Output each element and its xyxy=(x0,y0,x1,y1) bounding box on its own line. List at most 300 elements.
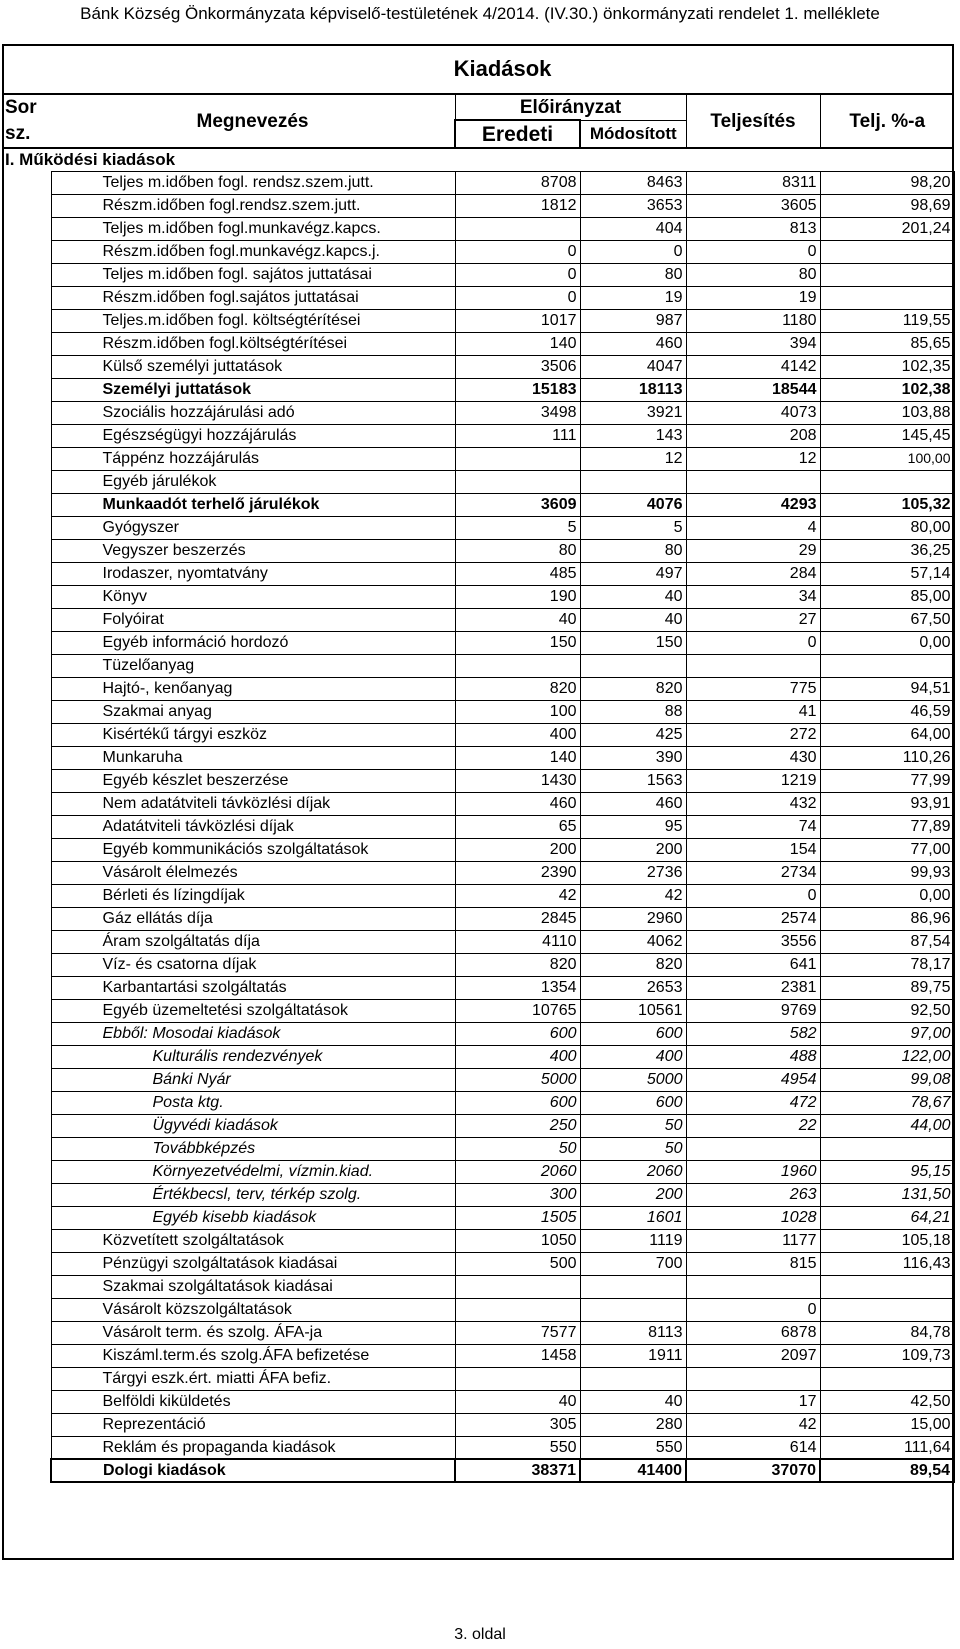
row-modositott: 143 xyxy=(580,424,686,447)
table-row xyxy=(2,240,954,263)
row-teljesites: 2734 xyxy=(686,861,820,884)
table-row xyxy=(2,424,954,447)
row-name: Bérleti és lízingdíjak xyxy=(51,884,455,907)
row-eredeti: 190 xyxy=(455,585,580,608)
row-modositott: 460 xyxy=(580,332,686,355)
row-modositott: 50 xyxy=(580,1137,686,1160)
row-sor xyxy=(2,723,51,746)
row-modositott: 8113 xyxy=(580,1321,686,1344)
row-name: Teljes m.időben fogl. rendsz.szem.jutt. xyxy=(51,171,455,194)
row-sor xyxy=(2,930,51,953)
row-modositott: 19 xyxy=(580,286,686,309)
row-eredeti: 460 xyxy=(455,792,580,815)
row-name: Kulturális rendezvények xyxy=(51,1045,455,1068)
row-eredeti: 40 xyxy=(455,1390,580,1413)
row-sor xyxy=(2,217,51,240)
row-telj-pct xyxy=(820,1275,954,1298)
row-teljesites: 3556 xyxy=(686,930,820,953)
row-eredeti xyxy=(455,654,580,677)
section-label: I. Működési kiadások xyxy=(2,148,455,171)
row-teljesites: 472 xyxy=(686,1091,820,1114)
row-sor xyxy=(2,1298,51,1321)
row-eredeti: 140 xyxy=(455,746,580,769)
row-teljesites: 2381 xyxy=(686,976,820,999)
row-sor xyxy=(2,953,51,976)
row-eredeti: 42 xyxy=(455,884,580,907)
row-teljesites: 263 xyxy=(686,1183,820,1206)
row-modositott xyxy=(580,654,686,677)
row-modositott: 10561 xyxy=(580,999,686,1022)
row-telj-pct: 46,59 xyxy=(820,700,954,723)
row-name: Egyéb járulékok xyxy=(51,470,455,493)
table-row xyxy=(2,930,954,953)
row-name: Gáz ellátás díja xyxy=(51,907,455,930)
row-eredeti: 5 xyxy=(455,516,580,539)
table-row xyxy=(2,1344,954,1367)
row-modositott: 40 xyxy=(580,608,686,631)
table-row xyxy=(2,1252,954,1275)
table-row xyxy=(2,1022,954,1045)
row-name: Irodaszer, nyomtatvány xyxy=(51,562,455,585)
row-sor xyxy=(2,631,51,654)
row-telj-pct: 85,65 xyxy=(820,332,954,355)
table-row xyxy=(2,585,954,608)
table-row xyxy=(2,263,954,286)
table-row xyxy=(2,1045,954,1068)
row-name: Posta ktg. xyxy=(51,1091,455,1114)
row-name: Értékbecsl, terv, térkép szolg. xyxy=(51,1183,455,1206)
table-row xyxy=(2,516,954,539)
row-name: Külső személyi juttatások xyxy=(51,355,455,378)
row-eredeti: 80 xyxy=(455,539,580,562)
row-eredeti: 500 xyxy=(455,1252,580,1275)
row-teljesites xyxy=(686,470,820,493)
row-modositott: 390 xyxy=(580,746,686,769)
row-sor xyxy=(2,562,51,585)
row-teljesites: 4142 xyxy=(686,355,820,378)
row-modositott: 200 xyxy=(580,1183,686,1206)
row-eredeti: 400 xyxy=(455,723,580,746)
row-telj-pct: 36,25 xyxy=(820,539,954,562)
row-teljesites: 154 xyxy=(686,838,820,861)
row-name: Karbantartási szolgáltatás xyxy=(51,976,455,999)
row-teljesites: 34 xyxy=(686,585,820,608)
row-teljesites: 42 xyxy=(686,1413,820,1436)
table-row xyxy=(2,1183,954,1206)
row-name: Vásárolt term. és szolg. ÁFA-ja xyxy=(51,1321,455,1344)
table-row xyxy=(2,631,954,654)
header-telj-pct: Telj. %-a xyxy=(820,94,954,148)
row-modositott: 88 xyxy=(580,700,686,723)
row-telj-pct: 95,15 xyxy=(820,1160,954,1183)
row-sor xyxy=(2,769,51,792)
table-row xyxy=(2,1436,954,1459)
row-name: Pénzügyi szolgáltatások kiadásai xyxy=(51,1252,455,1275)
row-eredeti xyxy=(455,1367,580,1390)
header-eloiranyzat: Előirányzat xyxy=(455,94,686,120)
row-teljesites: 394 xyxy=(686,332,820,355)
table-row xyxy=(2,470,954,493)
table-row xyxy=(2,1160,954,1183)
row-eredeti: 8708 xyxy=(455,171,580,194)
row-sor xyxy=(2,861,51,884)
row-modositott: 150 xyxy=(580,631,686,654)
row-teljesites: 815 xyxy=(686,1252,820,1275)
row-teljesites: 17 xyxy=(686,1390,820,1413)
row-modositott: 40 xyxy=(580,1390,686,1413)
row-sor xyxy=(2,470,51,493)
table-row xyxy=(2,654,954,677)
row-eredeti: 1050 xyxy=(455,1229,580,1252)
row-telj-pct: 116,43 xyxy=(820,1252,954,1275)
row-telj-pct xyxy=(820,1137,954,1160)
row-telj-pct: 105,32 xyxy=(820,493,954,516)
row-eredeti: 150 xyxy=(455,631,580,654)
row-teljesites: 272 xyxy=(686,723,820,746)
row-telj-pct: 102,38 xyxy=(820,378,954,401)
row-eredeti: 600 xyxy=(455,1022,580,1045)
row-modositott: 1911 xyxy=(580,1344,686,1367)
row-teljesites xyxy=(686,654,820,677)
row-eredeti: 305 xyxy=(455,1413,580,1436)
row-eredeti: 250 xyxy=(455,1114,580,1137)
row-eredeti: 820 xyxy=(455,677,580,700)
row-sor xyxy=(2,1114,51,1137)
row-eredeti: 40 xyxy=(455,608,580,631)
row-teljesites: 8311 xyxy=(686,171,820,194)
expenditure-table xyxy=(2,44,955,1483)
row-eredeti: 111 xyxy=(455,424,580,447)
page-footer: 3. oldal xyxy=(454,1626,506,1643)
row-telj-pct: 122,00 xyxy=(820,1045,954,1068)
row-teljesites: 2097 xyxy=(686,1344,820,1367)
row-telj-pct: 131,50 xyxy=(820,1183,954,1206)
row-name: Egyéb készlet beszerzése xyxy=(51,769,455,792)
row-eredeti xyxy=(455,447,580,470)
table-row xyxy=(2,1390,954,1413)
row-modositott: 820 xyxy=(580,953,686,976)
row-name: Kiszáml.term.és szolg.ÁFA befizetése xyxy=(51,1344,455,1367)
row-eredeti: 1505 xyxy=(455,1206,580,1229)
row-telj-pct xyxy=(820,240,954,263)
row-telj-pct: 77,00 xyxy=(820,838,954,861)
row-teljesites: 12 xyxy=(686,447,820,470)
table-title: Kiadások xyxy=(453,56,552,81)
header-eredeti: Eredeti xyxy=(455,120,580,148)
row-eredeti: 200 xyxy=(455,838,580,861)
row-sor xyxy=(2,608,51,631)
row-sor xyxy=(2,585,51,608)
row-telj-pct: 77,99 xyxy=(820,769,954,792)
row-eredeti: 1458 xyxy=(455,1344,580,1367)
header-modositott: Módosított xyxy=(580,120,686,148)
row-name: Áram szolgáltatás díja xyxy=(51,930,455,953)
table-row xyxy=(2,1091,954,1114)
row-sor xyxy=(2,539,51,562)
row-modositott xyxy=(580,1298,686,1321)
header-sor: Sor xyxy=(2,94,51,120)
row-modositott: 41400 xyxy=(580,1459,686,1482)
row-telj-pct: 110,26 xyxy=(820,746,954,769)
header-teljesites: Teljesítés xyxy=(686,94,820,148)
row-sor xyxy=(2,516,51,539)
row-telj-pct: 89,75 xyxy=(820,976,954,999)
table-row xyxy=(2,953,954,976)
table-row xyxy=(2,1137,954,1160)
row-name: Munkaadót terhelő járulékok xyxy=(51,493,455,516)
row-telj-pct: 87,54 xyxy=(820,930,954,953)
row-sor xyxy=(2,1022,51,1045)
row-eredeti: 38371 xyxy=(455,1459,580,1482)
row-modositott: 2960 xyxy=(580,907,686,930)
row-teljesites: 3605 xyxy=(686,194,820,217)
row-name: Egyéb kommunikációs szolgáltatások xyxy=(51,838,455,861)
row-modositott: 1563 xyxy=(580,769,686,792)
row-eredeti: 50 xyxy=(455,1137,580,1160)
row-name: Táppénz hozzájárulás xyxy=(51,447,455,470)
row-sor xyxy=(2,332,51,355)
table-row xyxy=(2,861,954,884)
row-telj-pct: 105,18 xyxy=(820,1229,954,1252)
row-sor xyxy=(2,1413,51,1436)
row-teljesites: 432 xyxy=(686,792,820,815)
row-name: Dologi kiadások xyxy=(51,1459,455,1482)
row-teljesites: 0 xyxy=(686,631,820,654)
row-sor xyxy=(2,654,51,677)
row-eredeti: 10765 xyxy=(455,999,580,1022)
row-teljesites: 19 xyxy=(686,286,820,309)
row-telj-pct: 64,00 xyxy=(820,723,954,746)
row-sor xyxy=(2,1183,51,1206)
table-row xyxy=(2,769,954,792)
row-name: Részm.időben fogl.munkavégz.kapcs.j. xyxy=(51,240,455,263)
row-modositott: 404 xyxy=(580,217,686,240)
row-sor xyxy=(2,1321,51,1344)
row-telj-pct: 109,73 xyxy=(820,1344,954,1367)
row-telj-pct: 201,24 xyxy=(820,217,954,240)
row-teljesites: 4073 xyxy=(686,401,820,424)
row-telj-pct: 98,69 xyxy=(820,194,954,217)
row-modositott: 5 xyxy=(580,516,686,539)
row-telj-pct xyxy=(820,263,954,286)
table-row xyxy=(2,447,954,470)
row-teljesites: 37070 xyxy=(686,1459,820,1482)
table-row xyxy=(2,309,954,332)
row-teljesites: 0 xyxy=(686,240,820,263)
row-eredeti: 550 xyxy=(455,1436,580,1459)
row-teljesites: 1177 xyxy=(686,1229,820,1252)
row-sor xyxy=(2,171,51,194)
row-name: Környezetvédelmi, vízmin.kiad. xyxy=(51,1160,455,1183)
row-name: Könyv xyxy=(51,585,455,608)
row-eredeti xyxy=(455,1275,580,1298)
row-modositott xyxy=(580,1367,686,1390)
row-teljesites: 488 xyxy=(686,1045,820,1068)
row-telj-pct: 44,00 xyxy=(820,1114,954,1137)
table-row xyxy=(2,815,954,838)
table-row xyxy=(2,378,954,401)
row-eredeti: 1017 xyxy=(455,309,580,332)
page-header: Bánk Község Önkormányzata képviselő-testületének 4/2014. (IV.30.) önkormányzati rendelet 1. melléklete xyxy=(80,4,880,23)
row-modositott: 12 xyxy=(580,447,686,470)
row-name: Egyéb információ hordozó xyxy=(51,631,455,654)
row-telj-pct: 145,45 xyxy=(820,424,954,447)
row-modositott: 50 xyxy=(580,1114,686,1137)
row-telj-pct: 78,17 xyxy=(820,953,954,976)
table-row xyxy=(2,746,954,769)
row-name: Munkaruha xyxy=(51,746,455,769)
row-eredeti: 3498 xyxy=(455,401,580,424)
row-name: Tüzelőanyag xyxy=(51,654,455,677)
row-name: Ebből: Mosodai kiadások xyxy=(51,1022,455,1045)
row-telj-pct: 98,20 xyxy=(820,171,954,194)
row-teljesites: 614 xyxy=(686,1436,820,1459)
row-name: Továbbképzés xyxy=(51,1137,455,1160)
row-eredeti: 400 xyxy=(455,1045,580,1068)
row-modositott xyxy=(580,1275,686,1298)
row-sor xyxy=(2,263,51,286)
row-name: Reprezentáció xyxy=(51,1413,455,1436)
row-telj-pct xyxy=(820,1298,954,1321)
row-eredeti: 5000 xyxy=(455,1068,580,1091)
row-name: Tárgyi eszk.ért. miatti ÁFA befiz. xyxy=(51,1367,455,1390)
row-telj-pct xyxy=(820,1367,954,1390)
row-telj-pct: 89,54 xyxy=(820,1459,954,1482)
row-eredeti: 1430 xyxy=(455,769,580,792)
row-telj-pct: 57,14 xyxy=(820,562,954,585)
row-teljesites: 1219 xyxy=(686,769,820,792)
row-modositott: 200 xyxy=(580,838,686,861)
table-row xyxy=(2,401,954,424)
row-sor xyxy=(2,1137,51,1160)
row-sor xyxy=(2,1068,51,1091)
row-sor xyxy=(2,1390,51,1413)
row-teljesites: 27 xyxy=(686,608,820,631)
row-modositott: 2653 xyxy=(580,976,686,999)
row-modositott: 600 xyxy=(580,1022,686,1045)
row-eredeti: 15183 xyxy=(455,378,580,401)
row-modositott: 95 xyxy=(580,815,686,838)
row-name: Vásárolt közszolgáltatások xyxy=(51,1298,455,1321)
row-name: Teljes m.időben fogl. sajátos juttatásai xyxy=(51,263,455,286)
row-eredeti xyxy=(455,1298,580,1321)
row-eredeti: 2845 xyxy=(455,907,580,930)
row-sor xyxy=(2,1275,51,1298)
row-modositott: 280 xyxy=(580,1413,686,1436)
row-name: Egészségügyi hozzájárulás xyxy=(51,424,455,447)
row-teljesites: 74 xyxy=(686,815,820,838)
row-teljesites: 1180 xyxy=(686,309,820,332)
row-sor xyxy=(2,286,51,309)
row-teljesites: 9769 xyxy=(686,999,820,1022)
row-eredeti: 65 xyxy=(455,815,580,838)
row-sor xyxy=(2,1206,51,1229)
row-name: Nem adatátviteli távközlési díjak xyxy=(51,792,455,815)
row-name: Belföldi kiküldetés xyxy=(51,1390,455,1413)
row-telj-pct: 97,00 xyxy=(820,1022,954,1045)
row-teljesites: 2574 xyxy=(686,907,820,930)
row-name: Adatátviteli távközlési díjak xyxy=(51,815,455,838)
row-modositott: 5000 xyxy=(580,1068,686,1091)
row-sor xyxy=(2,1459,51,1482)
row-name: Szakmai anyag xyxy=(51,700,455,723)
row-sor xyxy=(2,1160,51,1183)
row-teljesites: 18544 xyxy=(686,378,820,401)
row-eredeti: 0 xyxy=(455,286,580,309)
row-modositott: 3653 xyxy=(580,194,686,217)
row-telj-pct: 67,50 xyxy=(820,608,954,631)
row-modositott: 40 xyxy=(580,585,686,608)
row-modositott: 80 xyxy=(580,539,686,562)
row-modositott: 4076 xyxy=(580,493,686,516)
row-teljesites: 1028 xyxy=(686,1206,820,1229)
row-sor xyxy=(2,447,51,470)
row-eredeti: 600 xyxy=(455,1091,580,1114)
row-teljesites: 4293 xyxy=(686,493,820,516)
row-telj-pct xyxy=(820,654,954,677)
table-row xyxy=(2,608,954,631)
row-modositott: 550 xyxy=(580,1436,686,1459)
row-teljesites: 4954 xyxy=(686,1068,820,1091)
row-modositott: 700 xyxy=(580,1252,686,1275)
row-eredeti: 4110 xyxy=(455,930,580,953)
row-eredeti xyxy=(455,470,580,493)
row-teljesites: 41 xyxy=(686,700,820,723)
header-sz: sz. xyxy=(5,123,31,144)
table-row xyxy=(2,1206,954,1229)
row-telj-pct: 94,51 xyxy=(820,677,954,700)
row-sor xyxy=(2,999,51,1022)
row-sor xyxy=(2,194,51,217)
row-eredeti: 485 xyxy=(455,562,580,585)
table-row xyxy=(2,884,954,907)
row-modositott: 460 xyxy=(580,792,686,815)
header-megnevezes: Megnevezés xyxy=(51,94,455,148)
row-telj-pct: 80,00 xyxy=(820,516,954,539)
row-eredeti: 1812 xyxy=(455,194,580,217)
row-modositott: 987 xyxy=(580,309,686,332)
table-row xyxy=(2,999,954,1022)
row-eredeti: 2060 xyxy=(455,1160,580,1183)
row-telj-pct: 42,50 xyxy=(820,1390,954,1413)
row-sor xyxy=(2,309,51,332)
row-telj-pct: 93,91 xyxy=(820,792,954,815)
row-teljesites: 0 xyxy=(686,1298,820,1321)
row-telj-pct: 0,00 xyxy=(820,884,954,907)
row-eredeti xyxy=(455,217,580,240)
row-eredeti: 3609 xyxy=(455,493,580,516)
row-sor xyxy=(2,907,51,930)
row-teljesites xyxy=(686,1275,820,1298)
table-row xyxy=(2,1114,954,1137)
row-eredeti: 820 xyxy=(455,953,580,976)
table-row xyxy=(2,677,954,700)
row-modositott: 2736 xyxy=(580,861,686,884)
row-modositott: 1119 xyxy=(580,1229,686,1252)
row-name: Vegyszer beszerzés xyxy=(51,539,455,562)
row-sor xyxy=(2,884,51,907)
row-modositott: 42 xyxy=(580,884,686,907)
table-row xyxy=(2,217,954,240)
row-teljesites: 430 xyxy=(686,746,820,769)
row-sor xyxy=(2,677,51,700)
row-modositott: 400 xyxy=(580,1045,686,1068)
row-sor xyxy=(2,1091,51,1114)
table-row xyxy=(2,1229,954,1252)
row-name: Szakmai szolgáltatások kiadásai xyxy=(51,1275,455,1298)
row-modositott: 18113 xyxy=(580,378,686,401)
row-name: Reklám és propaganda kiadások xyxy=(51,1436,455,1459)
